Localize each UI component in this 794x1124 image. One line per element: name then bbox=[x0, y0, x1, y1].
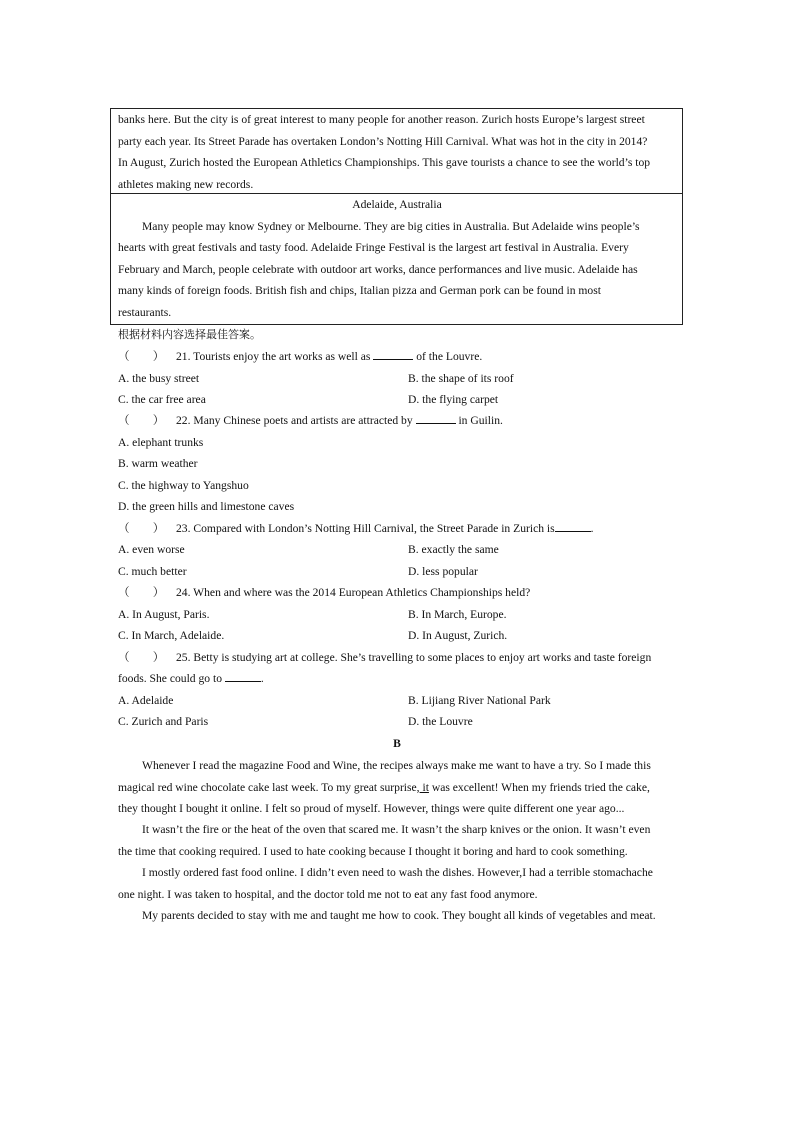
paragraph-4: My parents decided to stay with me and taught me how to cook. They bought all kinds of vegetables and meat. bbox=[142, 909, 656, 922]
paragraph-3: I mostly ordered fast food online. I didn’t even need to wash the dishes. However,I had a terrible stomachache one night. I was taken to hospital, and the doctor told me not to eat any fast food anymore. bbox=[118, 866, 653, 901]
passage-line: In August, Zurich hosted the European Athletics Championships. This gave tourists a chance to see the world’s top bbox=[118, 156, 651, 169]
passage-line: athletes making new records. bbox=[118, 177, 254, 191]
question-24: （ ） 24. When and where was the 2014 European Athletics Championships held? bbox=[118, 584, 530, 602]
option-c: C. the highway to Yangshuo bbox=[118, 479, 249, 492]
passage-line: restaurants. bbox=[118, 305, 172, 319]
answer-blank bbox=[373, 350, 413, 360]
answer-paren[interactable]: （ ） bbox=[118, 350, 165, 363]
answer-paren[interactable]: （ ） bbox=[118, 414, 165, 427]
option-d: D. In August, Zurich. bbox=[408, 629, 508, 642]
question-21: （ ） 21. Tourists enjoy the art works as well as of the Louvre. bbox=[118, 348, 482, 366]
option-d: D. less popular bbox=[408, 565, 478, 578]
passage-line: Many people may know Sydney or Melbourne. They are big cities in Australia. But Adelaide wins people’s bbox=[142, 219, 640, 233]
paragraph-2: It wasn’t the fire or the heat of the oven that scared me. It wasn’t the sharp knives or the onion. It wasn’t even the time that cooking required. I used to hate cooking because I thought it boring and hard to cook something. bbox=[118, 823, 651, 858]
option-a: A. the busy street bbox=[118, 372, 200, 385]
answer-paren[interactable]: （ ） bbox=[118, 586, 165, 599]
passage-line: party each year. Its Street Parade has overtaken London’s Notting Hill Carnival. What was hot in the city in 2014? bbox=[118, 134, 648, 148]
option-b: B. warm weather bbox=[118, 457, 198, 470]
paragraph-1: Whenever I read the magazine Food and Wine, the recipes always make me want to have a try. So I made this magical red wine chocolate cake last week. To my great surprise, it was excellent! When my friends tried the cake, they thought I bought it online. I felt so proud of myself. However, things were quite different one year ago... bbox=[118, 759, 651, 815]
question-23: （ ） 23. Compared with London’s Notting Hill Carnival, the Street Parade in Zurich is . bbox=[118, 520, 594, 538]
passage-line: February and March, people celebrate with outdoor art works, dance performances and live music. Adelaide has bbox=[118, 262, 638, 276]
question-22: （ ） 22. Many Chinese poets and artists are attracted by in Guilin. bbox=[118, 412, 503, 430]
answer-blank bbox=[555, 522, 591, 532]
option-d: D. the Louvre bbox=[408, 715, 473, 728]
answer-blank bbox=[225, 672, 261, 682]
answer-paren[interactable]: （ ） bbox=[118, 522, 165, 535]
option-c: C. Zurich and Paris bbox=[118, 715, 209, 728]
option-a: A. Adelaide bbox=[118, 694, 174, 707]
option-b: B. exactly the same bbox=[408, 543, 499, 556]
option-b: B. In March, Europe. bbox=[408, 608, 507, 621]
answer-blank bbox=[416, 414, 456, 424]
passage-title: Adelaide, Australia bbox=[352, 198, 442, 211]
option-b: B. Lijiang River National Park bbox=[408, 694, 551, 707]
option-d: D. the green hills and limestone caves bbox=[118, 500, 295, 513]
passage-line: banks here. But the city is of great interest to many people for another reason. Zurich hosts Europe’s largest street bbox=[118, 113, 645, 126]
question-25: （ ） 25. Betty is studying art at college. She’s travelling to some places to enjoy art works and taste foreign bbox=[118, 649, 651, 667]
option-c: C. much better bbox=[118, 565, 187, 578]
option-d: D. the flying carpet bbox=[408, 393, 499, 406]
option-a: A. In August, Paris. bbox=[118, 608, 210, 621]
section-heading: B bbox=[393, 737, 401, 750]
question-25-continued: foods. She could go to . bbox=[118, 672, 264, 685]
option-c: C. the car free area bbox=[118, 393, 206, 406]
answer-paren[interactable]: （ ） bbox=[118, 651, 165, 664]
option-b: B. the shape of its roof bbox=[408, 372, 514, 385]
passage-box-zurich bbox=[110, 108, 683, 194]
option-c: C. In March, Adelaide. bbox=[118, 629, 225, 642]
passage-line: hearts with great festivals and tasty food. Adelaide Fringe Festival is the largest art festival in Australia. Every bbox=[118, 241, 629, 254]
passage-box-adelaide bbox=[110, 194, 683, 325]
passage-line: many kinds of foreign foods. British fish and chips, Italian pizza and German pork can be found in most bbox=[118, 284, 601, 297]
instruction-text: 根据材料内容选择最佳答案。 bbox=[118, 328, 261, 341]
option-a: A. even worse bbox=[118, 543, 185, 556]
option-a: A. elephant trunks bbox=[118, 436, 204, 449]
